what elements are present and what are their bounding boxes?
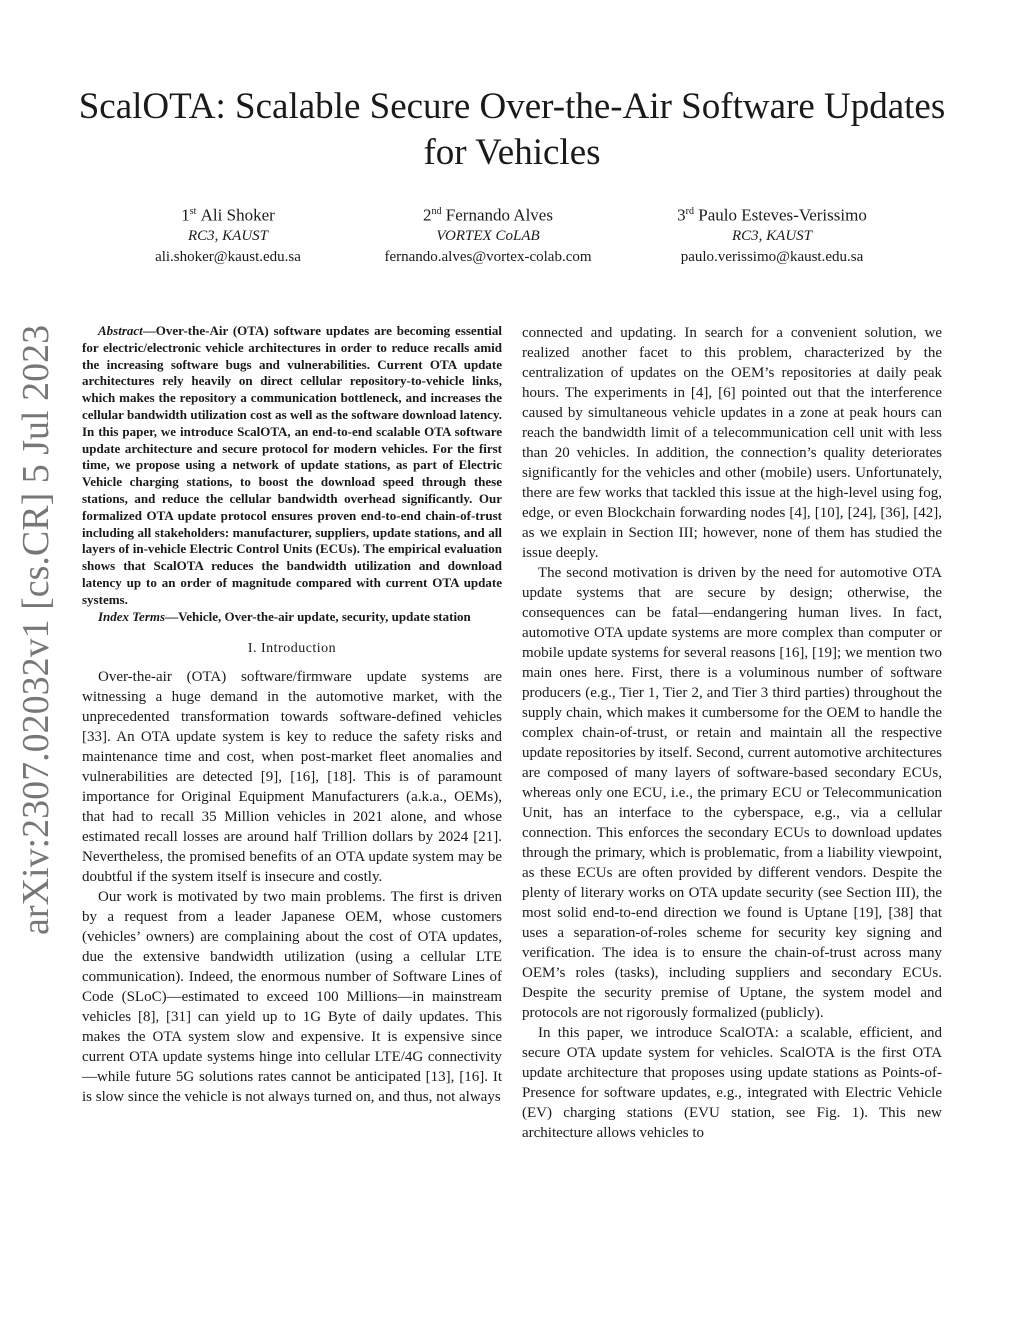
author-3: 3rd Paulo Esteves-Verissimo RC3, KAUST paulo.verissimo@kaust.edu.sa xyxy=(612,201,932,268)
arxiv-identifier: arXiv:2307.02032v1 [cs.CR] 5 Jul 2023 xyxy=(15,324,57,935)
section-heading: I. Introduction xyxy=(247,641,337,657)
author-name: Fernando Alves xyxy=(445,205,553,225)
author-name: Paulo Esteves-Verissimo xyxy=(698,205,867,225)
abstract: Abstract—Over-the-Air (OTA) software updates are becoming essential for electric/electronic vehicle architectures in order to reduce recalls amid the increasing software bugs and vulnerabilities. Current OTA update architectures rely heavily on direct cellular repository-to-vehicle links, which makes the repository a communication bottleneck, and increases the cellular bandwidth utilization cost as well as the software download latency. In this paper, we introduce ScalOTA, an end-to-end scalable OTA software update architecture and secure protocol for modern vehicles. For the first time, we propose using a network of update stations, as part of Electric Vehicle charging stations, to boost the download speed through these stations, and reduce the cellular bandwidth overhead significantly. Our formalized OTA update protocol ensures proven end-to-end chain-of-trust including all stakeholders: manufacturer, suppliers, update stations, and all layers of in-vehicle Electric Control Units (ECUs). The empirical evaluation shows that ScalOTA reduces the bandwidth utilization and download latency up to an order of magnitude compared with current OTA update systems. xyxy=(82,323,502,607)
author-affiliation: RC3, KAUST xyxy=(187,227,268,244)
author-affiliation: VORTEX CoLAB xyxy=(436,227,540,244)
paper-title: ScalOTA: Scalable Secure Over-the-Air Software Updates for Vehicles xyxy=(78,86,946,173)
author-affiliation: RC3, KAUST xyxy=(731,227,812,244)
author-1: 1st Ali Shoker RC3, KAUST ali.shoker@kaust.edu.sa xyxy=(68,201,388,268)
author-email[interactable]: ali.shoker@kaust.edu.sa xyxy=(155,248,301,265)
author-email[interactable]: paulo.verissimo@kaust.edu.sa xyxy=(680,248,864,265)
paragraph: connected and updating. In search for a convenient solution, we realized another facet to this problem, characterized by the centralization of updates on the OEM’s repositories at daily peak hours. The experiments in [4], [6] pointed out that the interference caused by simultaneous vehicle updates in a zone at peak hours can reach the bandwidth limit of a telecommunication cell unit with less than 20 vehicles. In addition, the connection’s quality deteriorates significantly for the vehicles and other (mobile) users. Unfortunately, there are few works that tackled this issue at the high-level using fog, edge, or even Blockchain forwarding nodes [4], [10], [24], [36], [42], as we explain in Section III; however, none of them has studied the issue deeply. xyxy=(522,325,942,561)
paragraph: Over-the-air (OTA) software/firmware update systems are witnessing a huge demand in the automotive market, with the unprecedented transformation towards software-defined vehicles [33]. An OTA update system is key to reduce the safety risks and maintenance time and cost, when post-market fleet anomalies and vulnerabilities are detected [9], [16], [18]. This is of paramount importance for Original Equipment Manufacturers (a.k.a., OEMs), that had to recall 35 Million vehicles in 2021 alone, and whose estimated recall losses are around half Trillion dollars by 2024 [21]. Nevertheless, the promised benefits of an OTA update system may be doubtful if the system itself is insecure and costly. xyxy=(82,669,502,886)
left-column xyxy=(82,323,502,1107)
index-terms: Index Terms—Vehicle, Over-the-air update, security, update station xyxy=(98,608,471,624)
author-name: Ali Shoker xyxy=(200,205,275,225)
author-2: 2nd Fernando Alves VORTEX CoLAB fernando.alves@vortex-colab.com xyxy=(328,201,648,268)
paragraph: Our work is motivated by two main problems. The first is driven by a request from a leader Japanese OEM, whose customers (vehicles’ owners) are complaining about the cost of OTA updates, due the extensive bandwidth utilization (using a cellular LTE communication). Indeed, the enormous number of Software Lines of Code (SLoC)—estimated to exceed 100 Millions—in mainstream vehicles [8], [31] can yield up to 1G Byte of daily updates. This makes the OTA system slow and expensive. It is expensive since current OTA update systems hinge into cellular LTE/4G connectivity—while future 5G solutions rates cannot be anticipated [13], [16]. It is slow since the vehicle is not always turned on, and thus, not always xyxy=(82,889,502,1106)
paragraph: The second motivation is driven by the need for automotive OTA update systems that are secure by design; otherwise, the consequences can be fatal—endangering human lives. In fact, automotive OTA update systems are more complex than computer or mobile update systems for several reasons [16], [19]; we mention two main ones here. First, there is a voluminous number of software producers (e.g., Tier 1, Tier 2, and Tier 3 third parties) throughout the supply chain, which makes it cumbersome for the OEM to handle the complex chain-of-trust, or retain and maintain all the respective update repositories by itself. Second, current automotive architectures are composed of many layers of software-based secondary ECUs, whereas only one ECU, i.e., the primary ECU or Telecommunication Unit, has an interface to the cyberspace, e.g., via a cellular connection. This enforces the secondary ECUs to download updates through the primary, which is problematic, from a liability viewpoint, as these ECUs are often provided by different vendors. Despite the plenty of literary works on OTA update security (see Section III), the most solid end-to-end direction we found is Uptane [19], [38] that uses a separation-of-roles scheme for security key signing and verification. The idea is to ensure the chain-of-trust across many OEM’s roles (tasks), including suppliers and secondary ECUs. Despite the security premise of Uptane, the system model and protocols are not rigorously formalized (publicly). xyxy=(522,565,942,1021)
author-email[interactable]: fernando.alves@vortex-colab.com xyxy=(384,248,592,265)
right-column xyxy=(522,323,942,1143)
paragraph: In this paper, we introduce ScalOTA: a scalable, efficient, and secure OTA update system for vehicles. ScalOTA is the first OTA update architecture that proposes using update stations as Points-of-Presence for software updates, e.g., integrated with Electric Vehicle (EV) charging stations (EVU station, see Fig. 1). This new architecture allows vehicles to xyxy=(522,1025,942,1141)
